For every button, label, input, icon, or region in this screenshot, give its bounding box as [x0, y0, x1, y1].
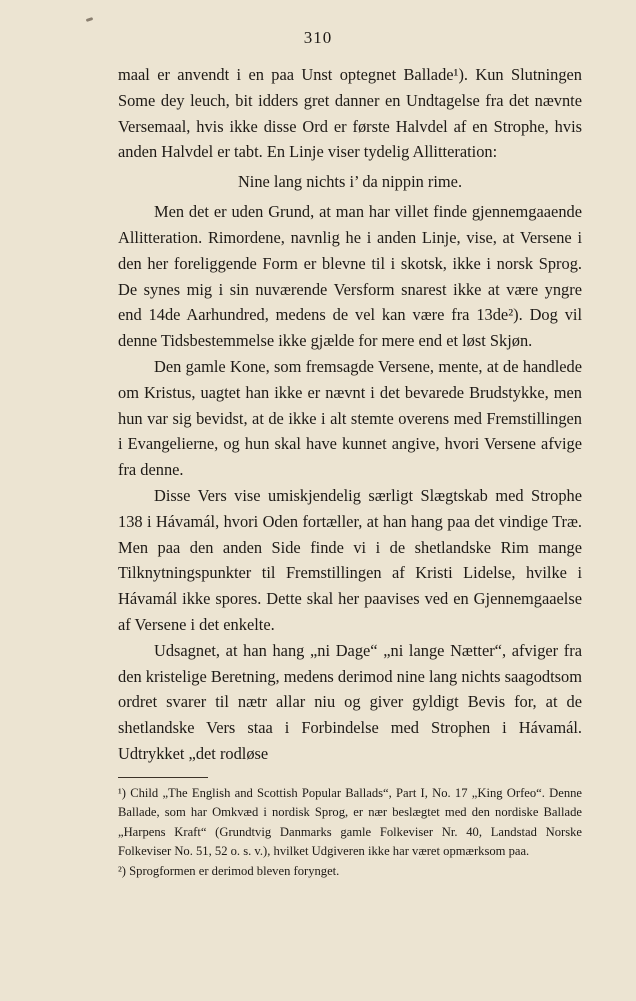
footnote-1 [118, 784, 582, 862]
paragraph: Udsagnet, at han hang „ni Dage“ „ni lange Nætter“, afviger fra den kristelige Beretning, medens derimod nine lang nichts saagodtsom ordret svarer til nætr allar niu og giver gyldigt Bevis for, at de shetlandske Vers staa i Forbindelse med Strophen i Hávamál. Udtrykket „det rodløse [118, 640, 582, 763]
footnote-text: Sprogformen er derimod bleven forynget. [129, 863, 340, 878]
page-number: 310 [303, 28, 333, 47]
verse-line: Nine lang nichts i’ da nippin rime. [237, 172, 463, 192]
paragraph: Men det er uden Grund, at man har villet finde gjennemgaaende Allitteration. Rimordene, navnlig he i anden Linje, vise, at Versene i den her foreliggende Form er blevne til i skotsk, ikke i norsk Sprog. De synes mig i sin nuværende Versform snarest ikke at være yngre end 14de Aarhundred, medens de vel kan være fra 13de²). Dog vil denne Tidsbestemmelse ikke gjælde for mere end et løst Skjøn. [118, 202, 582, 351]
main-text [118, 62, 582, 881]
paragraph: Disse Vers vise umiskjendelig særligt Slægtskab med Strophe 138 i Hávamál, hvori Oden fortæller, at han hang paa det vindige Træ. Men paa den anden Side finde vi i de shetlandske Rim mange Tilknytningspunkter til Fremstillingen af Kristi Lidelse, hvilke i Hávamál ikke spores. Dette skal her paavises ved en Gjennemgaaelse af Versene i det enkelte. [118, 485, 582, 634]
footnotes [118, 784, 582, 882]
footnote-text: Child „The English and Scottish Popular Ballads“, Part I, No. 17 „King Orfeo“. Denne Ballade, som har Omkvæd i nordisk Sprog, er nær beslægtet med den nordiske Ballade „Harpens Kraft“ (Grundtvig Danmarks gamle Folkeviser Nr. 40, Landstad Norske Folkeviser No. 51, 52 o. s. v.), hvilket Udgiveren ikke har været opmærksom paa. [118, 785, 582, 859]
page-speck [86, 17, 94, 22]
paragraph-continuation: maal er anvendt i en paa Unst optegnet Ballade¹). Kun Slutningen Some dey leuch, bit idders gret danner en Undtagelse fra det nævnte Versemaal, hvis ikke disse Ord er første Halvdel af en Strophe, hvis anden Halvdel er tabt. En Linje viser tydelig Allitteration: [118, 65, 582, 162]
footnote-rule [118, 777, 208, 778]
footnote-mark: ²) [118, 863, 126, 878]
footnote-2 [118, 862, 582, 882]
paragraph: Den gamle Kone, som fremsagde Versene, mente, at de handlede om Kristus, uagtet han ikke er nævnt i det bevarede Brudstykke, men hun var sig bevidst, at de ikke i alt stemte overens med Fremstillingen i Evangelierne, og hun skal have kunnet angive, hvori Versene afvige fra denne. [118, 356, 582, 480]
footnote-mark: ¹) [118, 785, 126, 800]
